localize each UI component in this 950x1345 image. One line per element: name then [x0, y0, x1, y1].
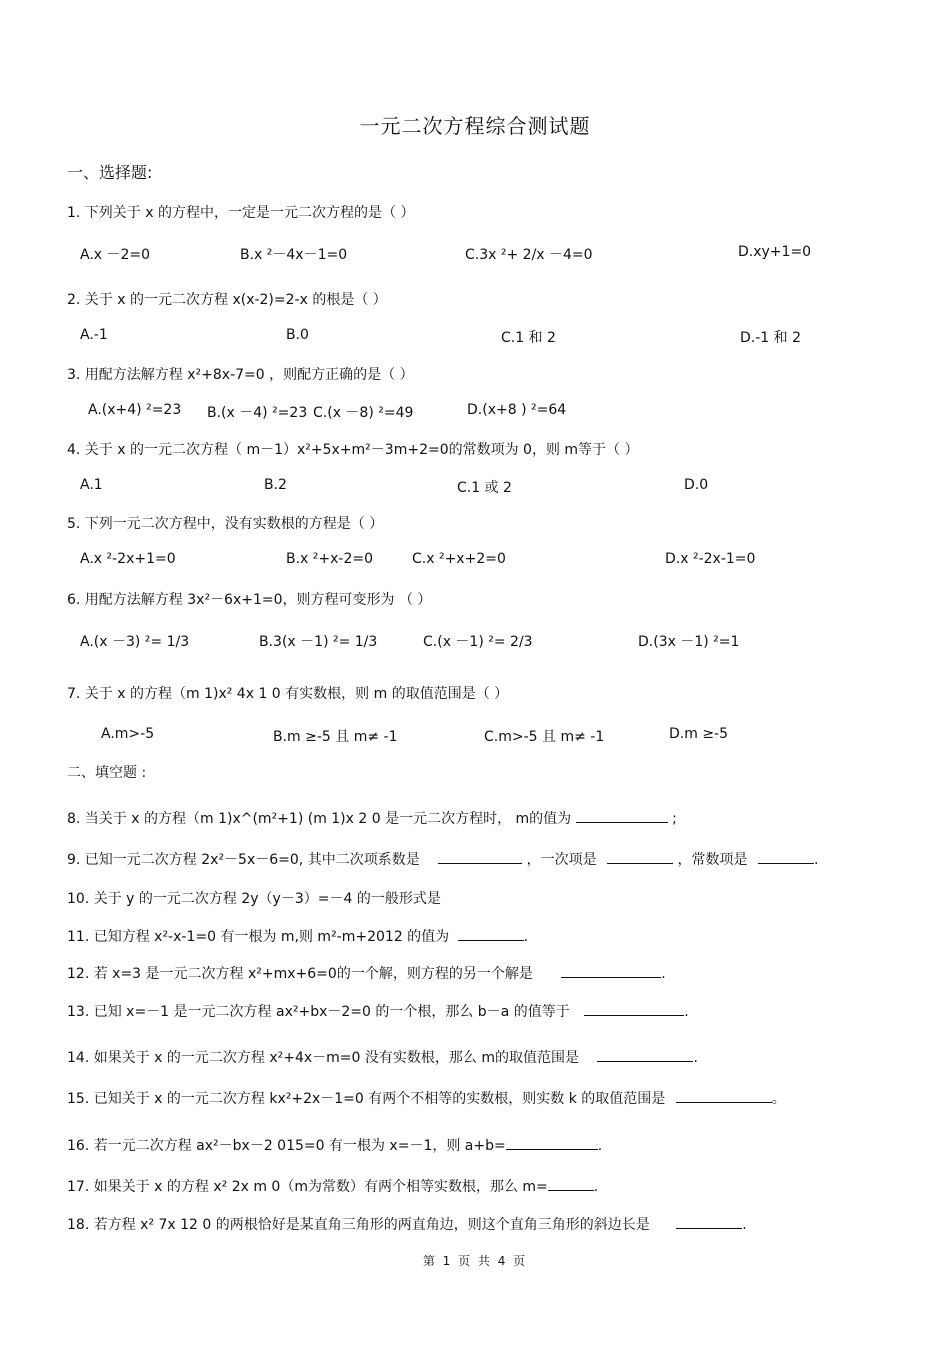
q14-end: .	[693, 1050, 698, 1066]
q1-option-d: D.xy+1=0	[738, 244, 812, 260]
q16-answer-blank[interactable]	[506, 1135, 598, 1150]
q3-option-b: B.(x －4) ²=23	[207, 405, 308, 421]
section-choice-heading: 一、选择题:	[67, 163, 153, 182]
q7-option-a: A.m>-5	[101, 726, 155, 742]
page-footer: 第 1 页 共 4 页	[422, 1254, 528, 1268]
q7-option-d: D.m ≥-5	[669, 726, 729, 742]
question-7: 7. 关于 x 的方程（m 1)x² 4x 1 0 有实数根，则 m 的取值范围是（ ）	[67, 686, 509, 702]
q1-option-b: B.x ²－4x－1=0	[240, 247, 348, 263]
q5-option-a: A.x ²-2x+1=0	[80, 551, 176, 567]
question-15	[67, 1088, 786, 1108]
q6-option-c: C.(x －1) ²= 2/3	[423, 634, 533, 650]
question-17	[67, 1176, 598, 1196]
question-18	[67, 1214, 747, 1234]
q9-end: ，常数项是	[677, 852, 748, 868]
q8-text: 8. 当关于 x 的方程（m 1)x^(m²+1) (m 1)x 2 0 是一元二次方程时， m的值为	[67, 811, 572, 827]
q11-end: .	[523, 929, 529, 945]
q6-option-b: B.3(x －1) ²= 1/3	[259, 634, 378, 650]
q9-answer-blank-2[interactable]	[607, 849, 673, 864]
q18-text: 18. 若方程 x² 7x 12 0 的两根恰好是某直角三角形的两直角边，则这个直角三角形的斜边长是	[67, 1217, 650, 1233]
q5-option-d: D.x ²-2x-1=0	[665, 551, 756, 567]
q13-text: 13. 已知 x=－1 是一元二次方程 ax²+bx－2=0 的一个根，那么 b－a 的值等于	[67, 1004, 570, 1020]
question-4: 4. 关于 x 的一元二次方程（ m－1）x²+5x+m²－3m+2=0的常数项为 0，则 m等于（ ）	[67, 442, 639, 458]
question-6: 6. 用配方法解方程 3x²－6x+1=0，则方程可变形为 （ ）	[67, 592, 432, 608]
q2-option-c: C.1 和 2	[501, 330, 556, 346]
q9-mid: ，一次项是	[526, 852, 597, 868]
q15-answer-blank[interactable]	[676, 1088, 772, 1103]
question-1: 1. 下列关于 x 的方程中，一定是一元二次方程的是（ ）	[67, 205, 415, 221]
q8-end: ;	[672, 811, 677, 827]
q1-option-c: C.3x ²+ 2/x －4=0	[465, 247, 593, 263]
q7-option-c: C.m>-5 且 m≠ -1	[484, 729, 605, 745]
q16-text: 16. 若一元二次方程 ax²－bx－2 015=0 有一根为 x=－1，则 a+b=	[67, 1138, 506, 1154]
q4-option-a: A.1	[80, 477, 103, 493]
question-12	[67, 963, 666, 983]
q2-option-d: D.-1 和 2	[740, 330, 801, 346]
q6-option-a: A.(x －3) ²= 1/3	[80, 634, 190, 650]
q5-option-b: B.x ²+x-2=0	[286, 551, 374, 567]
q18-answer-blank[interactable]	[676, 1214, 742, 1229]
question-9: 9. 已知一元二次方程 2x²－5x－6=0, 其中二次项系数是 ，一次项是 ，常数项是 .	[67, 849, 818, 869]
page-title: 一元二次方程综合测试题	[359, 114, 591, 138]
q4-option-d: D.0	[684, 477, 709, 493]
q2-option-a: A.-1	[80, 327, 108, 343]
q6-option-d: D.(3x －1) ²=1	[638, 634, 740, 650]
q11-text: 11. 已知方程 x²-x-1=0 有一根为 m,则 m²-m+2012 的值为	[67, 929, 450, 945]
question-11	[67, 926, 528, 946]
q3-option-c: C.(x －8) ²=49	[313, 405, 414, 421]
q3-option-a: A.(x+4) ²=23	[88, 402, 182, 418]
question-13	[67, 1001, 689, 1021]
q4-option-c: C.1 或 2	[457, 480, 512, 496]
q1-option-a: A.x －2=0	[80, 247, 151, 263]
q7-option-b: B.m ≥-5 且 m≠ -1	[273, 729, 398, 745]
q15-end: 。	[771, 1091, 786, 1107]
question-2: 2. 关于 x 的一元二次方程 x(x-2)=2-x 的根是（ ）	[67, 292, 387, 308]
q4-option-b: B.2	[264, 477, 287, 493]
question-5: 5. 下列一元二次方程中，没有实数根的方程是（ ）	[67, 516, 384, 532]
question-10: 10. 关于 y 的一元二次方程 2y（y－3）=－4 的一般形式是	[67, 891, 441, 907]
q14-answer-blank[interactable]	[597, 1047, 693, 1062]
q11-answer-blank[interactable]	[458, 926, 524, 941]
question-3: 3. 用配方法解方程 x²+8x-7=0 ，则配方正确的是（ ）	[67, 367, 414, 383]
q17-answer-blank[interactable]	[548, 1176, 594, 1191]
q5-option-c: C.x ²+x+2=0	[412, 551, 506, 567]
q13-answer-blank[interactable]	[584, 1001, 684, 1016]
q9-text: 9. 已知一元二次方程 2x²－5x－6=0, 其中二次项系数是	[67, 852, 420, 868]
q13-end: .	[684, 1004, 689, 1020]
q2-option-b: B.0	[286, 327, 309, 343]
question-16	[67, 1135, 602, 1155]
q8-answer-blank[interactable]	[576, 808, 668, 823]
question-8	[67, 808, 677, 828]
q12-end: .	[661, 966, 666, 982]
q12-text: 12. 若 x=3 是一元二次方程 x²+mx+6=0的一个解，则方程的另一个解是	[67, 966, 533, 982]
q18-end: .	[742, 1217, 747, 1233]
q12-answer-blank[interactable]	[561, 963, 661, 978]
q16-end: .	[597, 1138, 603, 1154]
q17-text: 17. 如果关于 x 的方程 x² 2x m 0（m为常数）有两个相等实数根，那么 m=	[67, 1179, 548, 1195]
q3-option-d: D.(x+8 ) ²=64	[467, 402, 567, 418]
q9-answer-blank-3[interactable]	[758, 849, 814, 864]
q9-answer-blank-1[interactable]	[438, 849, 522, 864]
q17-end: .	[593, 1179, 599, 1195]
q14-text: 14. 如果关于 x 的一元二次方程 x²+4x－m=0 没有实数根，那么 m的取值范围是	[67, 1050, 579, 1066]
q15-text: 15. 已知关于 x 的一元二次方程 kx²+2x－1=0 有两个不相等的实数根，则实数 k 的取值范围是	[67, 1091, 666, 1107]
section-fill-heading: 二、填空题 :	[67, 765, 147, 781]
question-14	[67, 1047, 698, 1067]
